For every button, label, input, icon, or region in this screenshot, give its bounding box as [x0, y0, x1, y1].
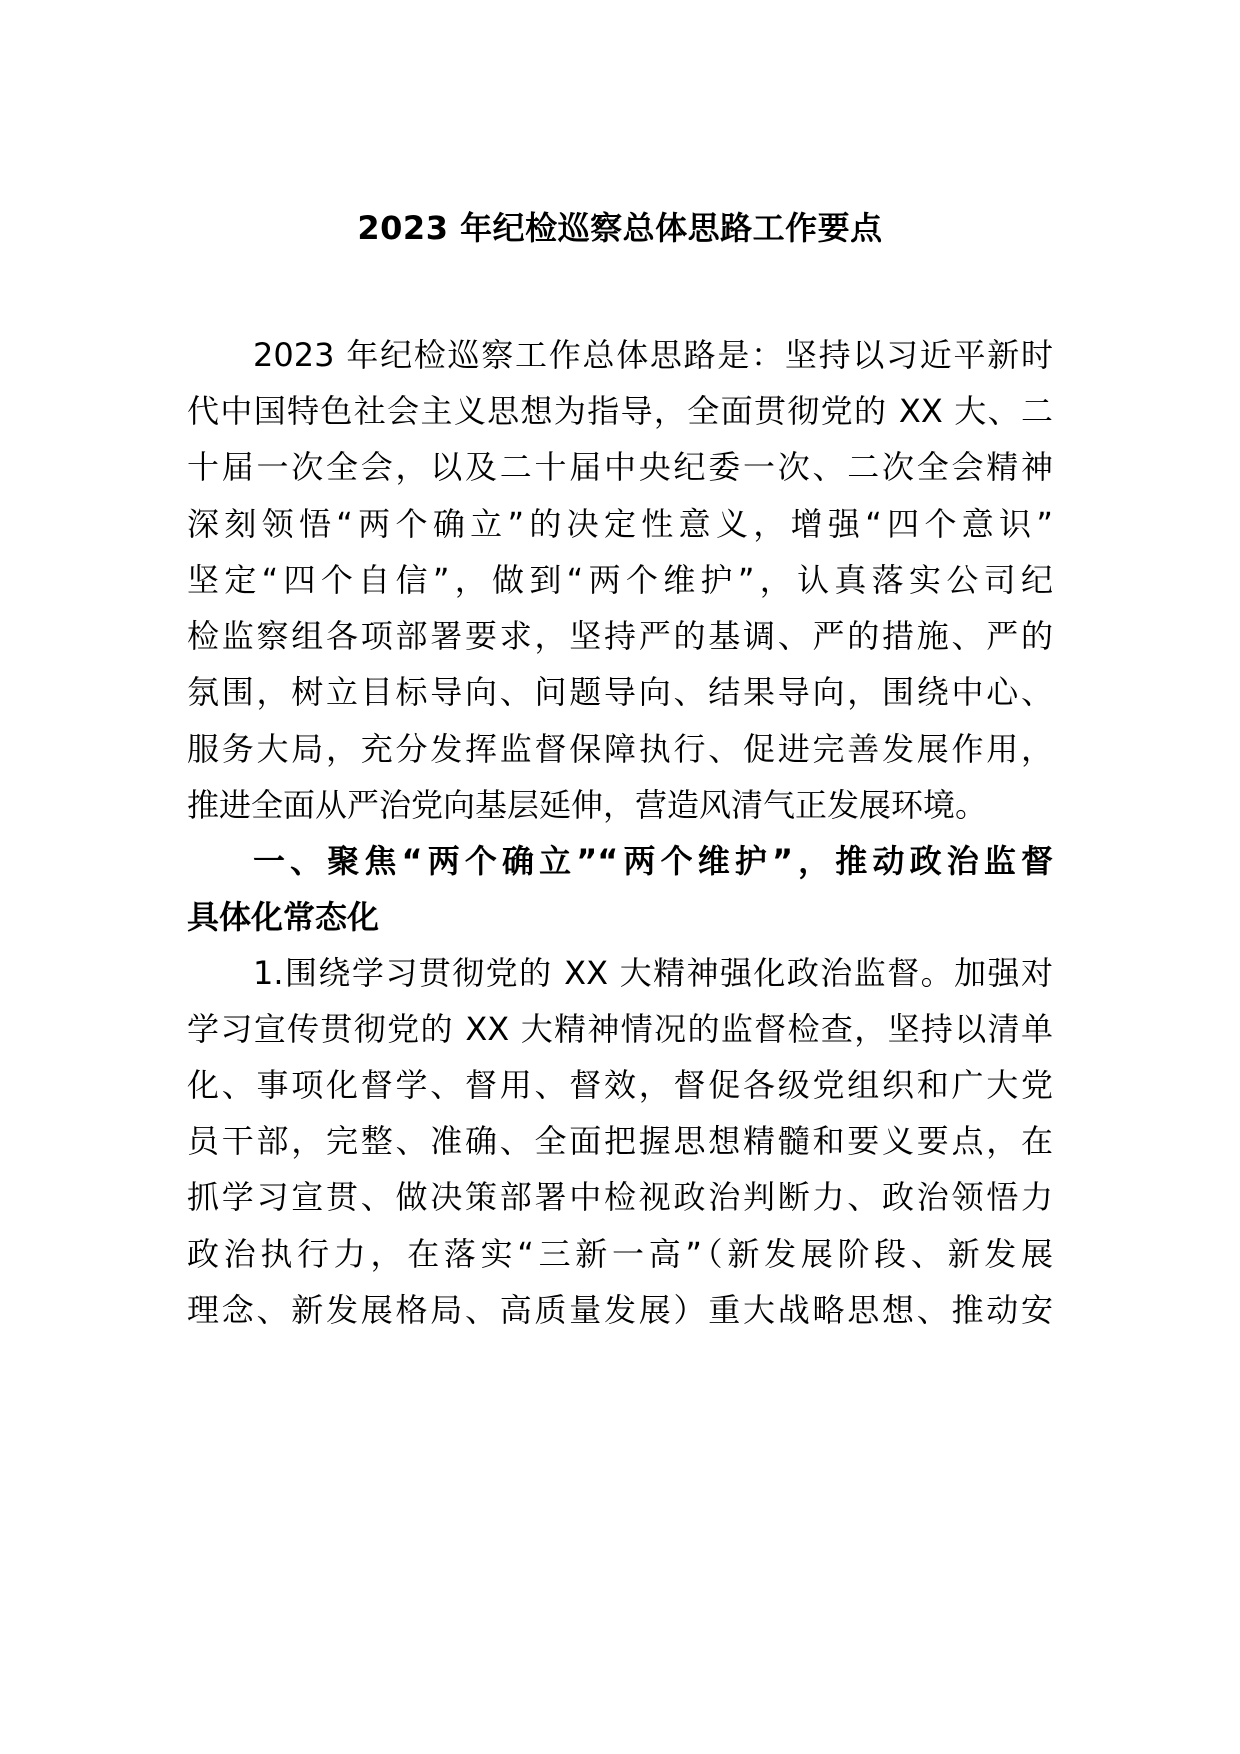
- paragraph-line: 学习宣传贯彻党的 XX 大精神情况的监督检查，坚持以清单: [187, 1010, 1053, 1048]
- paragraph-line: 十届一次全会，以及二十届中央纪委一次、二次全会精神: [187, 448, 1053, 486]
- paragraph-line: 1.围绕学习贯彻党的 XX 大精神强化政治监督。加强对: [253, 954, 1053, 992]
- section-heading-line: 一、聚焦“两个确立”“两个维护”，推动政治监督: [253, 842, 1053, 880]
- paragraph-line: 氛围，树立目标导向、问题导向、结果导向，围绕中心、: [187, 673, 1053, 711]
- paragraph-line: 检监察组各项部署要求，坚持严的基调、严的措施、严的: [187, 617, 1053, 655]
- paragraph-line: 代中国特色社会主义思想为指导，全面贯彻党的 XX 大、二: [187, 392, 1053, 430]
- paragraph-line: 坚定“四个自信”，做到“两个维护”，认真落实公司纪: [187, 561, 1053, 599]
- section-heading-line: 具体化常态化: [187, 898, 380, 936]
- paragraph-line: 政治执行力，在落实“三新一高”（新发展阶段、新发展: [187, 1235, 1053, 1273]
- paragraph-line: 理念、新发展格局、高质量发展）重大战略思想、推动安: [187, 1291, 1053, 1329]
- paragraph-line: 深刻领悟“两个确立”的决定性意义，增强“四个意识”: [187, 505, 1053, 543]
- paragraph-line: 推进全面从严治党向基层延伸，营造风清气正发展环境。: [187, 786, 988, 824]
- paragraph-line: 服务大局，充分发挥监督保障执行、促进完善发展作用，: [187, 730, 1053, 768]
- paragraph-line: 抓学习宣贯、做决策部署中检视政治判断力、政治领悟力: [187, 1178, 1053, 1216]
- paragraph-line: 员干部，完整、准确、全面把握思想精髓和要义要点，在: [187, 1122, 1053, 1160]
- paragraph-line: 化、事项化督学、督用、督效，督促各级党组织和广大党: [187, 1066, 1053, 1104]
- document-title: 2023 年纪检巡察总体思路工作要点: [357, 209, 883, 247]
- paragraph-line: 2023 年纪检巡察工作总体思路是：坚持以习近平新时: [253, 336, 1053, 374]
